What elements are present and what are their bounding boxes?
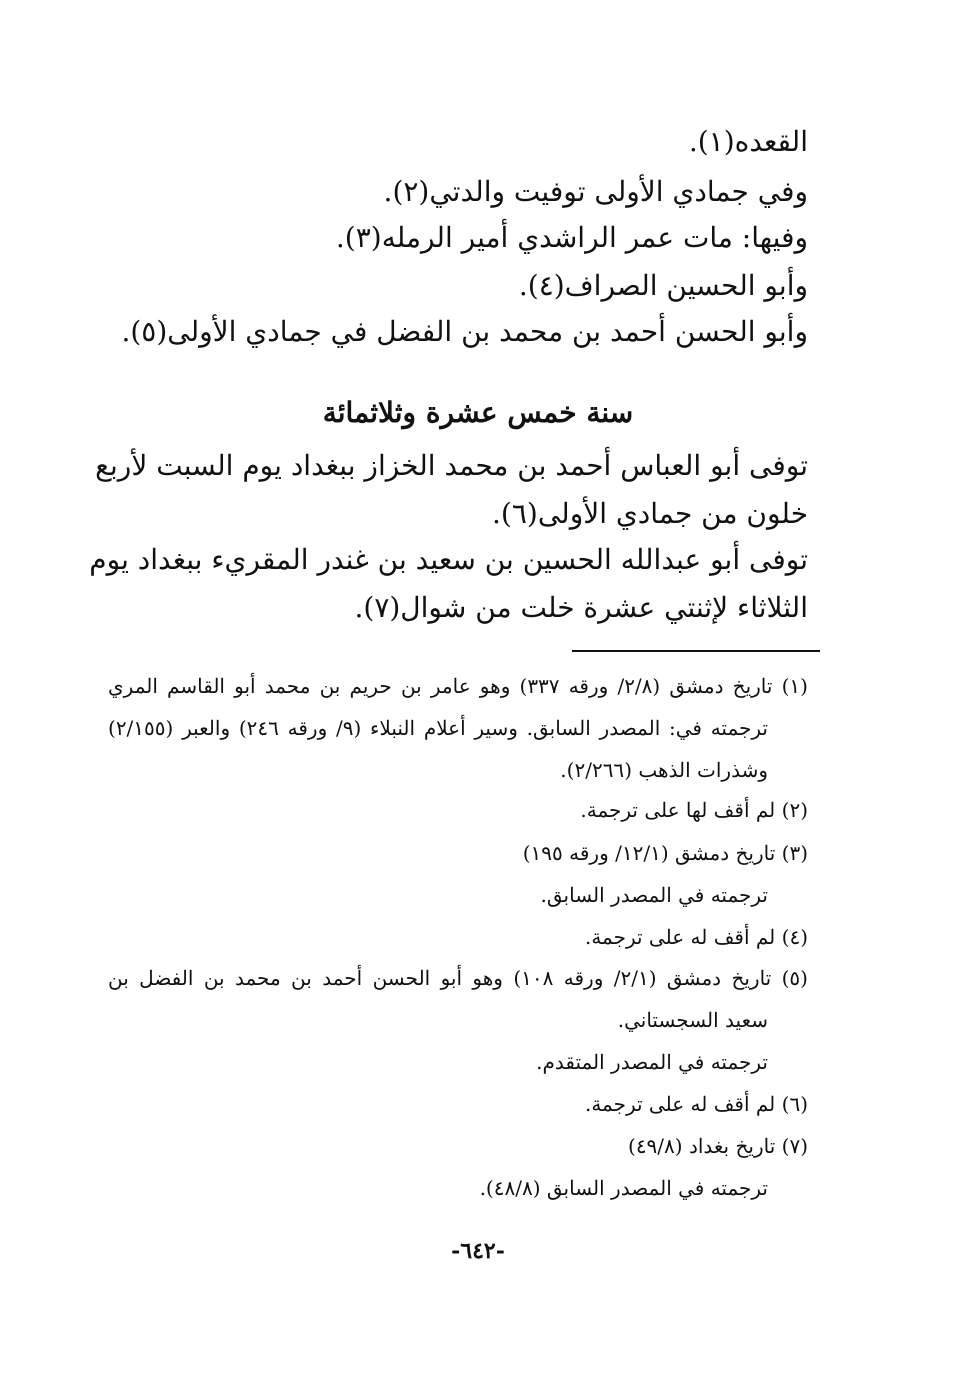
- footnote-line: (٣) تاريخ دمشق (١٢/١/ ورقه ١٩٥): [522, 841, 808, 865]
- footnote-line: وشذرات الذهب (٢/٢٦٦).: [560, 758, 768, 782]
- footnote-line: (٦) لم أقف له على ترجمة.: [584, 1092, 808, 1116]
- footnote-line: (٢) لم أقف لها على ترجمة.: [580, 798, 808, 822]
- body-line: وأبو الحسن أحمد بن محمد بن الفضل في جمادي الأولى(٥).: [121, 315, 808, 348]
- footnote-line: ترجمته في المصدر السابق.: [540, 883, 768, 907]
- footnote-line: (٧) تاريخ بغداد (٤٩/٨): [628, 1134, 808, 1158]
- footnote-line: (٥) تاريخ دمشق (٢/١/ ورقه ١٠٨) وهو أبو الحسن أحمد بن محمد بن الفضل بن: [108, 966, 808, 990]
- paragraph-line: توفى أبو عبدالله الحسين بن سعيد بن غندر المقريء ببغداد يوم: [89, 543, 808, 576]
- section-heading: سنة خمس عشرة وثلاثمائة: [322, 396, 634, 429]
- footnote-line: ترجمته في المصدر المتقدم.: [536, 1050, 768, 1074]
- footnote-line: سعيد السجستاني.: [617, 1008, 768, 1032]
- footnote-line: (٤) لم أقف له على ترجمة.: [584, 925, 808, 949]
- body-line: وفيها: مات عمر الراشدي أمير الرمله(٣).: [335, 221, 808, 254]
- paragraph-line: توفى أبو العباس أحمد بن محمد الخزاز ببغداد يوم السبت لأربع: [95, 449, 808, 482]
- body-line: وأبو الحسين الصراف(٤).: [518, 269, 808, 302]
- paragraph-line: خلون من جمادي الأولى(٦).: [492, 497, 808, 530]
- body-line: القعده(١).: [688, 125, 808, 158]
- page-number: -٦٤٢-: [451, 1238, 505, 1264]
- footnote-line: ترجمته في المصدر السابق (٤٨/٨).: [479, 1176, 768, 1200]
- paragraph-line: الثلاثاء لإثنتي عشرة خلت من شوال(٧).: [354, 591, 808, 624]
- footnote-line: ترجمته في: المصدر السابق. وسير أعلام النبلاء (٩/ ورقه ٢٤٦) والعبر (٢/١٥٥): [108, 716, 768, 740]
- body-line: وفي جمادي الأولى توفيت والدتي(٢).: [383, 175, 808, 208]
- footnote-line: (١) تاريخ دمشق (٢/٨/ ورقه ٣٣٧) وهو عامر بن حريم بن محمد أبو القاسم المري: [108, 674, 808, 698]
- footnote-separator: [572, 650, 820, 652]
